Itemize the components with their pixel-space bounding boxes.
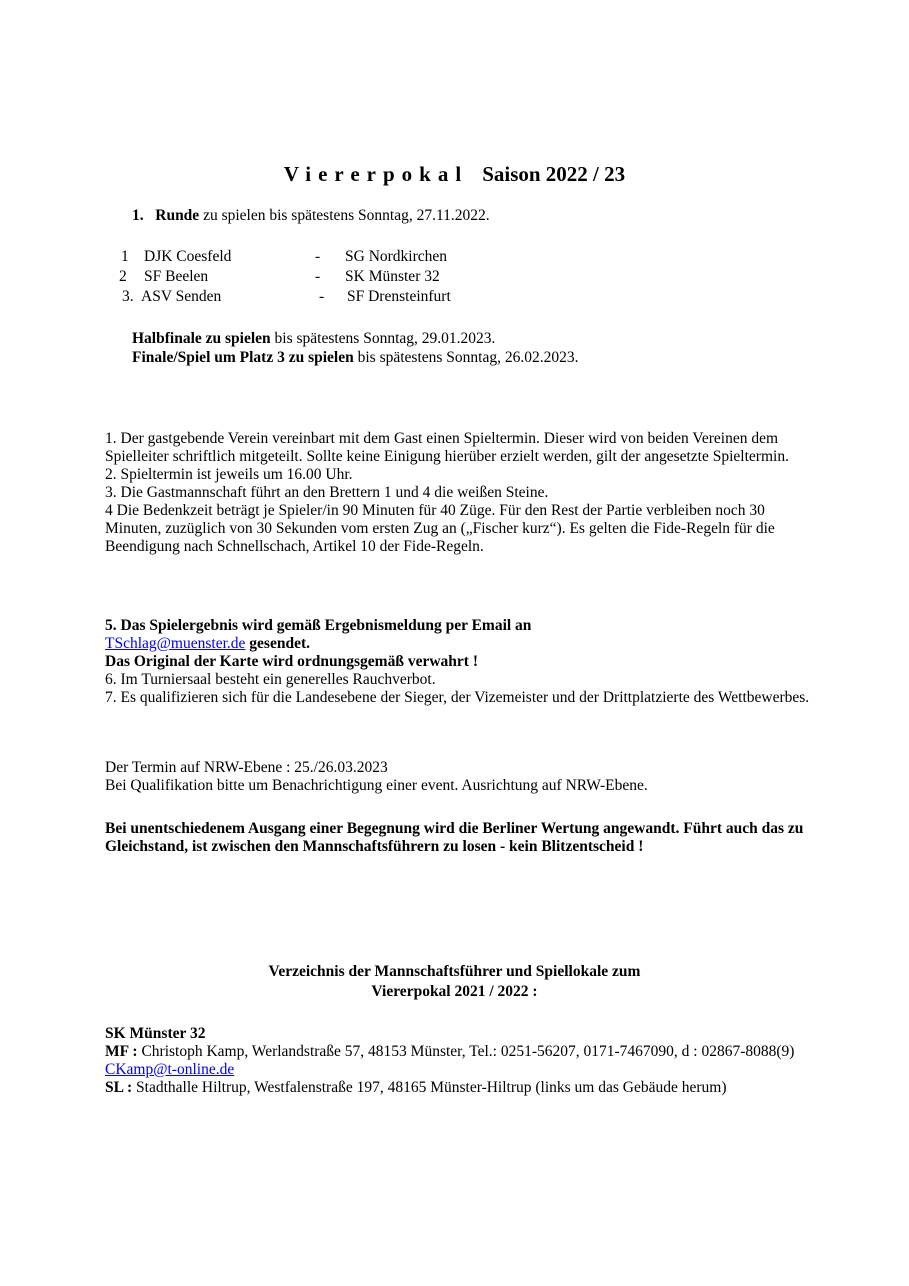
pairing-separator: - <box>319 288 325 305</box>
nrw-block <box>105 759 825 795</box>
rule-5-original: Das Original der Karte wird ordnungsgemäß verwahrt ! <box>105 653 478 670</box>
pairing-number: 3. <box>122 288 134 305</box>
sl-text: Stadthalle Hiltrup, Westfalenstraße 197, 48165 Münster-Hiltrup (links um das Gebäude herum) <box>132 1079 727 1096</box>
mf-email-link[interactable]: CKamp@t-online.de <box>105 1061 235 1078</box>
pairing-number: 1 <box>121 248 129 265</box>
page-title <box>0 161 909 187</box>
round1-line <box>132 207 490 225</box>
tiebreak-rule <box>105 820 805 856</box>
rule-5-email-line <box>105 635 825 653</box>
final-label: Finale/Spiel um Platz 3 zu spielen <box>132 349 354 366</box>
pairing-home: SF Beelen <box>144 268 209 285</box>
round1-deadline: zu spielen bis spätestens Sonntag, 27.11.2022. <box>199 207 490 224</box>
result-email-link[interactable]: TSchlag@muenster.de <box>105 635 246 652</box>
semifinal-label: Halbfinale zu spielen <box>132 330 271 347</box>
rules-block <box>105 430 825 556</box>
round1-number: 1. <box>132 207 144 224</box>
directory-heading-2: Viererpokal 2021 / 2022 : <box>371 983 538 1000</box>
pairing-away: SK Münster 32 <box>345 268 440 285</box>
rule-5-heading: 5. Das Spielergebnis wird gemäß Ergebnismeldung per Email an <box>105 617 532 634</box>
mf-label: MF : <box>105 1043 138 1060</box>
final-line <box>132 349 579 367</box>
nrw-note: Bei Qualifikation bitte um Benachrichtigung einer event. Ausrichtung auf NRW-Ebene. <box>105 777 648 794</box>
pairing-home: DJK Coesfeld <box>144 248 232 265</box>
directory-heading-1: Verzeichnis der Mannschaftsführer und Spiellokale zum <box>268 963 641 980</box>
pairing-separator: - <box>315 248 321 265</box>
pairing-home: ASV Senden <box>141 288 222 305</box>
rules-block-2 <box>105 617 825 707</box>
tiebreak-text: Bei unentschiedenem Ausgang einer Begegnung wird die Berliner Wertung angewandt. Führt auch das zu Gleichstand, ist zwischen den Mannschaftsführern zu losen - kein Blitzentscheid ! <box>105 820 804 855</box>
title-season: Saison 2022 / 23 <box>482 162 626 186</box>
rule-2: 2. Spieltermin ist jeweils um 16.00 Uhr. <box>105 466 353 483</box>
pairing-away: SF Drensteinfurt <box>347 288 451 305</box>
rule-7: 7. Es qualifizieren sich für die Landesebene der Sieger, der Vizemeister und der Drittplatzierte des Wettbewerbes. <box>105 689 810 706</box>
club-entry <box>105 1025 805 1097</box>
rule-1: 1. Der gastgebende Verein vereinbart mit dem Gast einen Spieltermin. Dieser wird von beiden Vereinen dem Spielleiter schriftlich mitgeteilt. Sollte keine Einigung hierüber erzielt werden, gilt der angesetzte Spieltermin. <box>105 430 789 465</box>
pairing-away: SG Nordkirchen <box>345 248 448 265</box>
sl-label: SL : <box>105 1079 133 1096</box>
final-deadline: bis spätestens Sonntag, 26.02.2023. <box>353 349 579 366</box>
rule-6: 6. Im Turniersaal besteht ein generelles Rauchverbot. <box>105 671 436 688</box>
title-cup-name: Viererpokal <box>283 162 469 186</box>
club-sl <box>105 1079 805 1097</box>
rule-5-tail: gesendet. <box>245 635 310 652</box>
club-name: SK Münster 32 <box>105 1025 206 1042</box>
semifinal-deadline: bis spätestens Sonntag, 29.01.2023. <box>270 330 496 347</box>
mf-text: Christoph Kamp, Werlandstraße 57, 48153 Münster, Tel.: 0251-56207, 0171-7467090, d : 02867-8088(9) <box>137 1043 795 1060</box>
rule-3: 3. Die Gastmannschaft führt an den Brettern 1 und 4 die weißen Steine. <box>105 484 549 501</box>
rule-4: 4 Die Bedenkzeit beträgt je Spieler/in 90 Minuten für 40 Züge. Für den Rest der Partie verbleiben noch 30 Minuten, zuzüglich von 30 Sekunden vom ersten Zug an („Fischer kurz“). Es gelten die Fide-Regeln für die Beendigung nach Schnellschach, Artikel 10 der Fide-Regeln. <box>105 502 775 555</box>
nrw-date: Der Termin auf NRW-Ebene : 25./26.03.2023 <box>105 759 388 776</box>
pairing-separator: - <box>315 268 321 285</box>
round1-label: Runde <box>155 207 200 224</box>
pairing-number: 2 <box>119 268 127 285</box>
club-mf <box>105 1043 805 1079</box>
semifinal-line <box>132 330 495 348</box>
